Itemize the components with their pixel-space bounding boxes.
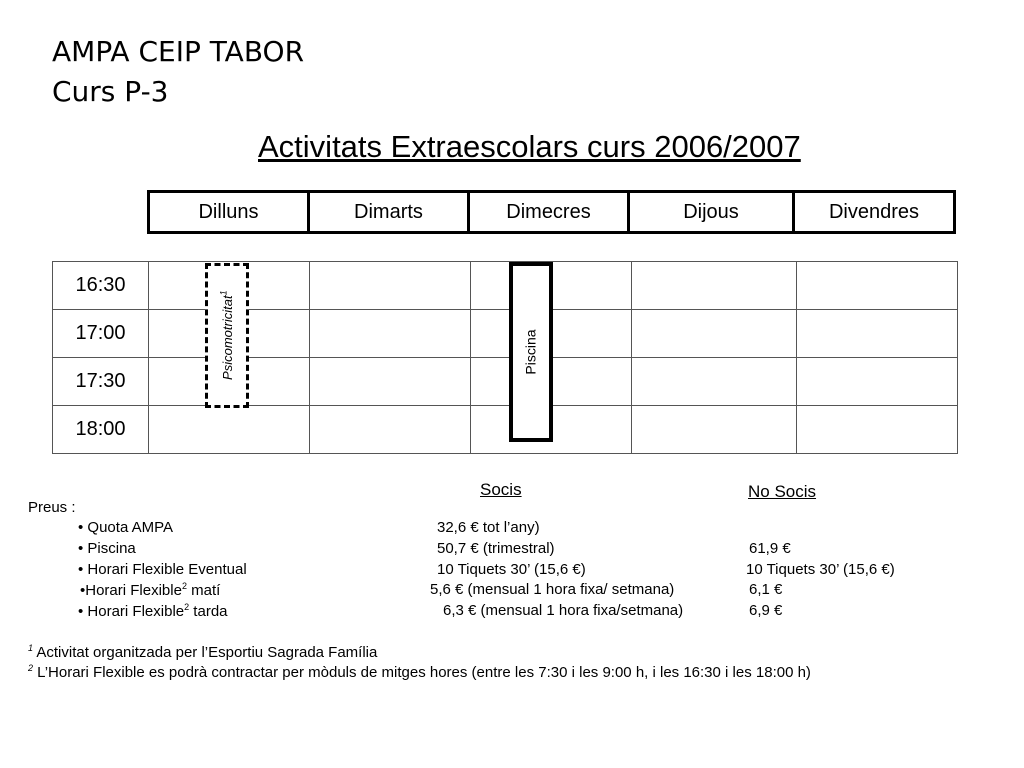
price-item: • Quota AMPA bbox=[78, 519, 174, 536]
table-row bbox=[53, 358, 958, 406]
slot-cell bbox=[632, 310, 797, 358]
day-dimarts: Dimarts bbox=[309, 192, 469, 233]
slot-cell bbox=[797, 310, 958, 358]
psicomotricitat-block bbox=[205, 263, 249, 408]
footnote-text: L’Horari Flexible es podrà contractar per mòduls de mitges hores (entre les 7:30 i les 9:00 h, i les 16:30 i les 18:00 h) bbox=[33, 664, 811, 681]
table-row bbox=[53, 406, 958, 454]
slot-cell bbox=[632, 406, 797, 454]
price-socis: 50,7 € (trimestral) bbox=[437, 540, 555, 557]
price-no-socis: 6,9 € bbox=[749, 602, 783, 619]
price-item bbox=[80, 581, 220, 599]
no-socis-label: No Socis bbox=[748, 482, 817, 501]
footnote-mark: 2 bbox=[181, 581, 187, 591]
table-row bbox=[53, 310, 958, 358]
footnote-mark: 1 bbox=[28, 643, 34, 653]
socis-label: Socis bbox=[480, 480, 522, 499]
page-title: Activitats Extraescolars curs 2006/2007 bbox=[258, 129, 801, 164]
table-row bbox=[53, 262, 958, 310]
time-cell: 18:00 bbox=[53, 406, 149, 454]
price-no-socis: 61,9 € bbox=[749, 540, 791, 557]
days-header-table bbox=[147, 190, 956, 234]
prices-heading: Preus : bbox=[28, 499, 76, 516]
slot-cell bbox=[310, 262, 471, 310]
price-socis: 5,6 € (mensual 1 hora fixa/ setmana) bbox=[430, 581, 675, 598]
day-divendres: Divendres bbox=[794, 192, 955, 233]
slot-cell bbox=[632, 262, 797, 310]
slot-cell bbox=[632, 358, 797, 406]
price-item-text: • Horari Flexible bbox=[78, 603, 185, 620]
piscina-block bbox=[509, 262, 553, 442]
day-dijous: Dijous bbox=[629, 192, 794, 233]
psicomotricitat-label: Psicomotricitat bbox=[220, 295, 236, 381]
price-item bbox=[78, 602, 228, 620]
footnote-mark: 2 bbox=[28, 663, 34, 673]
time-cell: 16:30 bbox=[53, 262, 149, 310]
footnote-2 bbox=[28, 663, 811, 681]
slot-cell bbox=[797, 262, 958, 310]
day-dimecres: Dimecres bbox=[469, 192, 629, 233]
footnote-1 bbox=[28, 643, 377, 661]
header-course: Curs P-3 bbox=[52, 75, 169, 108]
slot-cell bbox=[797, 358, 958, 406]
schedule-grid bbox=[52, 261, 958, 454]
price-item-text: •Horari Flexible bbox=[80, 582, 182, 599]
slot-cell bbox=[149, 406, 310, 454]
price-no-socis: 10 Tiquets 30’ (15,6 €) bbox=[746, 561, 895, 578]
header-title: AMPA CEIP TABOR bbox=[52, 35, 305, 68]
price-socis: 10 Tiquets 30’ (15,6 €) bbox=[437, 561, 586, 578]
price-socis: 32,6 € tot l’any) bbox=[437, 519, 540, 536]
price-no-socis: 6,1 € bbox=[749, 581, 783, 598]
price-item: • Piscina bbox=[78, 540, 136, 557]
slot-cell bbox=[797, 406, 958, 454]
time-cell: 17:30 bbox=[53, 358, 149, 406]
time-cell: 17:00 bbox=[53, 310, 149, 358]
slot-cell bbox=[310, 406, 471, 454]
price-item: • Horari Flexible Eventual bbox=[78, 561, 247, 578]
price-socis: 6,3 € (mensual 1 hora fixa/setmana) bbox=[443, 602, 684, 619]
footnote-mark: 2 bbox=[184, 602, 190, 612]
footnote-text: Activitat organitzada per l’Esportiu Sagrada Família bbox=[33, 644, 378, 661]
piscina-label: Piscina bbox=[523, 329, 540, 375]
day-dilluns: Dilluns bbox=[149, 192, 309, 233]
footnote-mark: 1 bbox=[218, 290, 229, 296]
price-item-suffix: tarda bbox=[189, 603, 228, 620]
slot-cell bbox=[310, 358, 471, 406]
slot-cell bbox=[310, 310, 471, 358]
price-item-suffix: matí bbox=[186, 582, 221, 599]
